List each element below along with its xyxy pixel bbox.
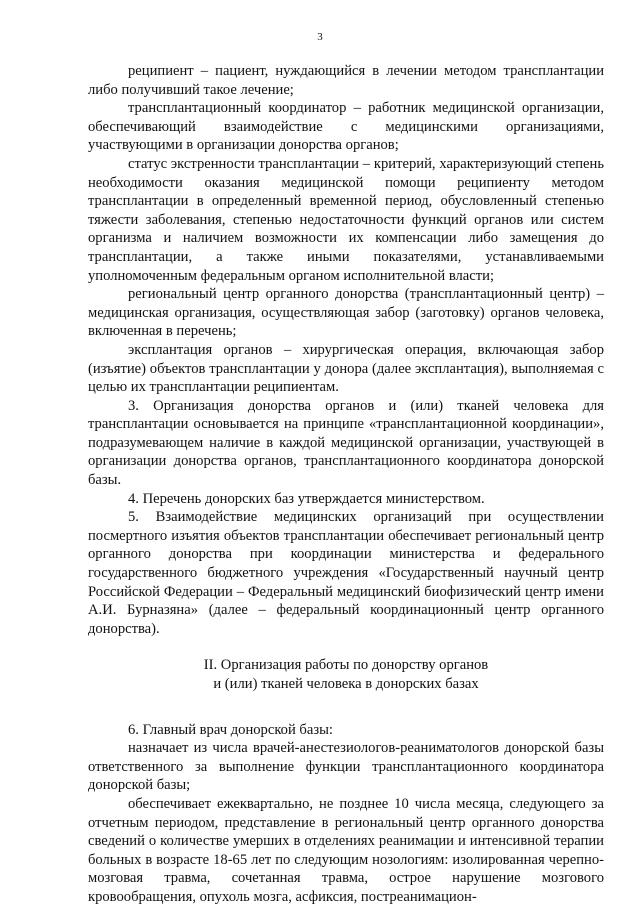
document-body [88,62,604,907]
paragraph-clause-6: 6. Главный врач донорской базы: [128,721,333,738]
paragraph-coordinator-definition: трансплантационный координатор – работник медицинской организации, обеспечивающий взаимодействие с медицинскими организациями, участвующими в организации донорства органов; [88,100,604,154]
paragraph-quarterly-reporting: обеспечивает ежеквартально, не позднее 10 числа месяца, следующего за отчетным периодом, представление в региональный центр органного донорства сведений о количестве умерших в отделениях реанимации и интенсивной терапии больных в возрасте 18-65 лет по следующим нозологиям: изолированная черепно-мозговая травма, сочетанная травма, острое нарушение мозгового кровообращения, опухоль мозга, асфиксия, постреанимацион- [88,795,604,905]
paragraph-clause-3: 3. Организация донорства органов и (или) тканей человека для трансплантации основывается на принципе «трансплантационной координации», подразумевающем наличие в каждой медицинской организации, участвующей в организации донорства органов, трансплантационного координатора донорской базы. [88,397,604,489]
paragraph-appoints-coordinator: назначает из числа врачей-анестезиологов-реаниматологов донорской базы ответственного за выполнение функции трансплантационного координатора донорской базы; [88,740,604,794]
paragraph-clause-4: 4. Перечень донорских баз утверждается министерством. [128,490,485,507]
paragraph-recipient-definition: реципиент – пациент, нуждающийся в лечении методом трансплантации либо получивший такое лечение; [88,63,604,98]
page-number: 3 [317,31,323,43]
section-heading-line-1: II. Организация работы по донорству органов [203,657,489,674]
section-heading [88,656,604,693]
section-heading-line-2: и (или) тканей человека в донорских базах [213,676,479,692]
paragraph-regional-center-definition: региональный центр органного донорства (трансплантационный центр) – медицинская организация, осуществляющая забор (заготовку) органов человека, включенная в перечень; [88,286,604,340]
paragraph-explantation-definition: эксплантация органов – хирургическая операция, включающая забор (изъятие) объектов трансплантации у донора (далее эксплантация), выполняемая с целью их трансплантации реципиентам. [88,341,604,396]
paragraph-urgency-status-definition: статус экстренности трансплантации – критерий, характеризующий степень необходимости оказания медицинской помощи реципиенту методом трансплантации в определенный временной период, обусловленный степенью тяжести заболевания, степенью недостаточности функций органов или систем организма и наличием возможности их компенсации либо замещения до трансплантации, а также иными показателями, устанавливаемыми уполномоченным федеральным органом исполнительной власти; [88,155,604,284]
paragraph-clause-5: 5. Взаимодействие медицинских организаций при осуществлении посмертного изъятия объектов трансплантации обеспечивает региональный центр органного донорства при координации министерства и федерального государственного бюджетного учреждения «Государственный научный центр Российской Федерации – Федеральный медицинский биофизический центр имени А.И. Бурназяна» (далее – федеральный координационный центр органного донорства). [88,509,604,637]
